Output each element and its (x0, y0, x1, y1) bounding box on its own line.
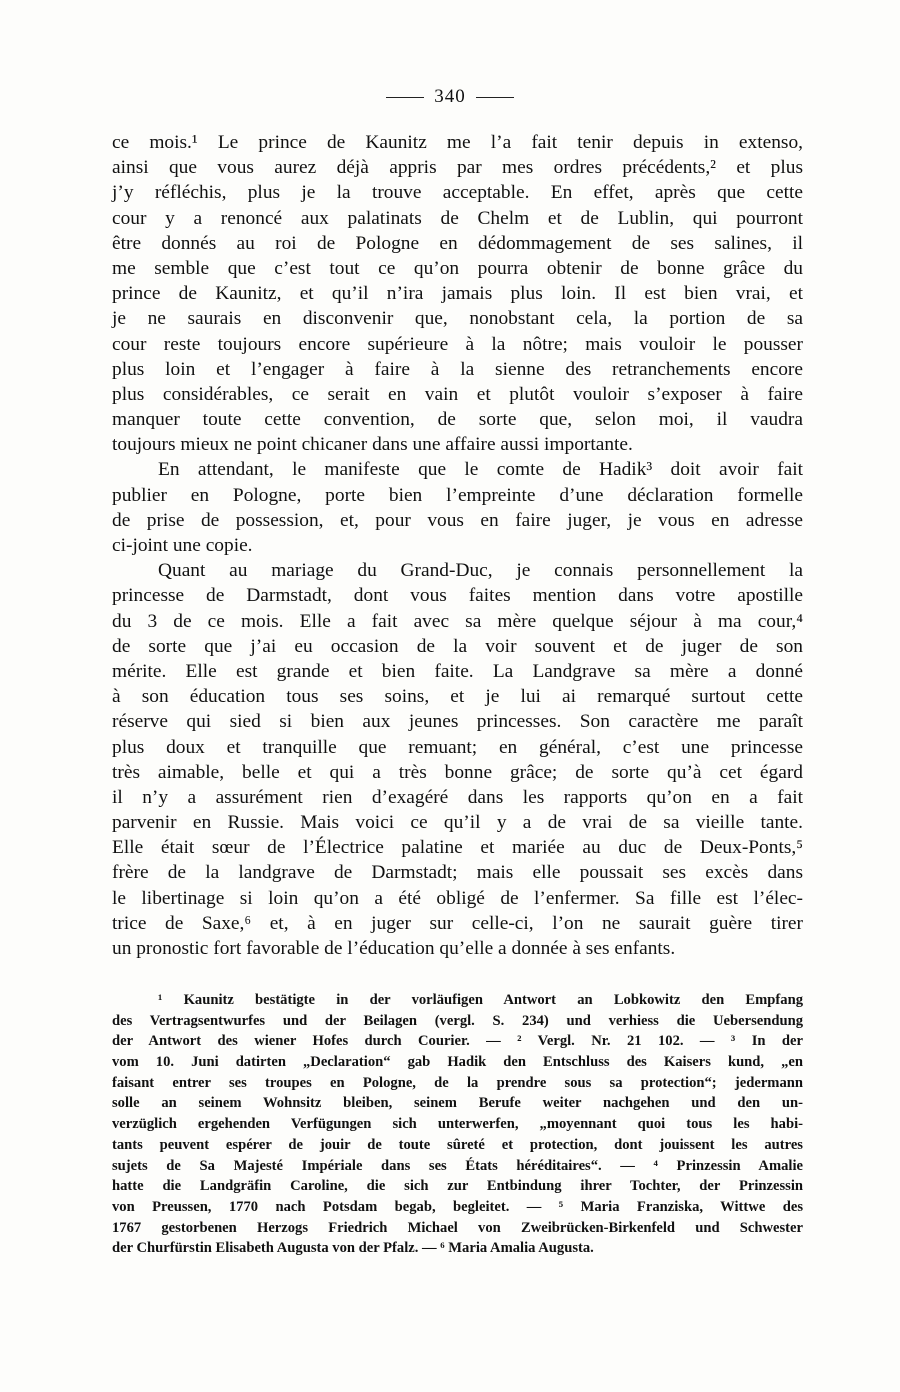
text-line: du 3 de ce mois. Elle a fait avec sa mère quelque séjour à ma cour,⁴ (112, 610, 803, 632)
page-header (0, 86, 900, 108)
footnote-line: sujets de Sa Majesté Impériale dans ses États héréditaires“. — ⁴ Prinzessin Amalie (112, 1157, 803, 1174)
text-line: être donnés au roi de Pologne en dédommagement de ses salines, il (112, 232, 803, 254)
text-line: princesse de Darmstadt, dont vous faites mention dans votre apostille (112, 585, 803, 607)
footnote-line: tants peuvent espérer de jouir de toute sûreté et protection, dont jouissent les autres (112, 1136, 803, 1153)
text-line: cour reste toujours encore supérieure à la nôtre; mais vouloir le pousser (112, 333, 803, 355)
text-line: publier en Pologne, porte bien l’empreinte d’une déclaration formelle (112, 484, 803, 506)
footnote-line: verzüglich ergehenden Verfügungen sich unterwerfen, „moyennant quoi tous les habi- (112, 1116, 803, 1133)
text-line: plus considérables, ce serait en vain et plutôt vouloir s’exposer à faire (112, 383, 803, 405)
footnote-line: ¹ Kaunitz bestätigte in der vorläufigen Antwort an Lobkowitz den Empfang (158, 992, 803, 1008)
text-line: plus doux et tranquille que remuant; en général, c’est une princesse (112, 736, 803, 758)
text-line: il n’y a assurément rien d’exagéré dans les rapports qu’on en a fait (112, 786, 803, 808)
text-line: frère de la landgrave de Darmstadt; mais elle poussait ses excès dans (112, 862, 803, 884)
header-rule-right (476, 97, 514, 98)
text-line: En attendant, le manifeste que le comte de Hadik³ doit avoir fait (158, 459, 803, 481)
text-line: cour y a renoncé aux palatinats de Chelm et de Lublin, qui pourront (112, 207, 803, 229)
text-line: ainsi que vous aurez déjà appris par mes ordres précédents,² et plus (112, 157, 803, 179)
footnote-line: solle an seinem Wohnsitz bleiben, seinem Berufe weiter nachgehen und den un- (112, 1095, 803, 1112)
main-text (112, 130, 803, 961)
footnote-line: der Churfürstin Elisabeth Augusta von der Pfalz. — ⁶ Maria Amalia Augusta. (112, 1240, 594, 1257)
footnotes (112, 990, 803, 1259)
text-line: à son éducation tous ses soins, et je lui ai remarqué surtout cette (112, 686, 803, 708)
text-line: me semble que c’est tout ce qu’on pourra obtenir de bonne grâce du (112, 257, 803, 279)
text-line: Elle était sœur de l’Électrice palatine et mariée au duc de Deux-Ponts,⁵ (112, 837, 803, 859)
text-line: ce mois.¹ Le prince de Kaunitz me l’a fait tenir depuis in extenso, (112, 132, 803, 153)
header-rule-left (386, 97, 424, 98)
text-line: j’y réfléchis, plus je la trouve acceptable. En effet, après que cette (112, 182, 803, 204)
text-line: Quant au mariage du Grand-Duc, je connais personnellement la (158, 560, 803, 582)
footnote-line: hatte die Landgräfin Caroline, die sich zur Entbindung ihrer Tochter, der Prinzessin (112, 1178, 803, 1195)
text-line: de prise de possession, et, pour vous en faire juger, je vous en adresse (112, 509, 803, 531)
text-line: plus loin et l’engager à faire à la sienne des retranchements encore (112, 358, 803, 380)
text-line: très aimable, belle et qui a très bonne grâce; de sorte qu’à cet égard (112, 761, 803, 783)
footnote-line: von Preussen, 1770 nach Potsdam begab, begleitet. — ⁵ Maria Franziska, Wittwe des (112, 1198, 803, 1215)
text-line: réserve qui sied si bien aux jeunes princesses. Son caractère me paraît (112, 711, 803, 733)
footnote-line: der Antwort des wiener Hofes durch Courier. — ² Vergl. Nr. 21 102. — ³ In der (112, 1033, 803, 1050)
text-line: ci-joint une copie. (112, 535, 253, 556)
text-line: manquer toute cette convention, de sorte que, selon moi, il vaudra (112, 409, 803, 431)
footnote-line: faisant entrer ses troupes en Pologne, de la prendre sous sa protection“; jedermann (112, 1074, 803, 1091)
footnote-line: 1767 gestorbenen Herzogs Friedrich Michael von Zweibrücken-Birkenfeld und Schwester (112, 1219, 803, 1236)
text-line: trice de Saxe,⁶ et, à en juger sur celle-ci, l’on ne saurait guère tirer (112, 912, 803, 934)
text-line: parvenir en Russie. Mais voici ce qu’il y a de vrai de sa vieille tante. (112, 812, 803, 834)
text-line: un pronostic fort favorable de l’éducation qu’elle a donnée à ses enfants. (112, 938, 676, 959)
text-line: je ne saurais en disconvenir que, nonobstant cela, la portion de sa (112, 308, 803, 330)
text-line: de sorte que j’ai eu occasion de la voir souvent et de juger de son (112, 635, 803, 657)
text-line: mérite. Elle est grande et bien faite. La Landgrave sa mère a donné (112, 660, 803, 682)
footnote-line: vom 10. Juni datirten „Declaration“ gab Hadik den Entschluss des Kaisers kund, „en (112, 1054, 803, 1071)
page-number: 340 (434, 86, 466, 107)
text-line: prince de Kaunitz, et qu’il n’ira jamais plus loin. Il est bien vrai, et (112, 283, 803, 305)
text-line: le libertinage si loin qu’on a été obligé de l’enfermer. Sa fille est l’élec- (112, 887, 803, 909)
text-line: toujours mieux ne point chicaner dans une affaire aussi importante. (112, 434, 633, 456)
footnote-line: des Vertragsentwurfes und der Beilagen (vergl. S. 234) und verhiess die Uebersendung (112, 1012, 803, 1029)
